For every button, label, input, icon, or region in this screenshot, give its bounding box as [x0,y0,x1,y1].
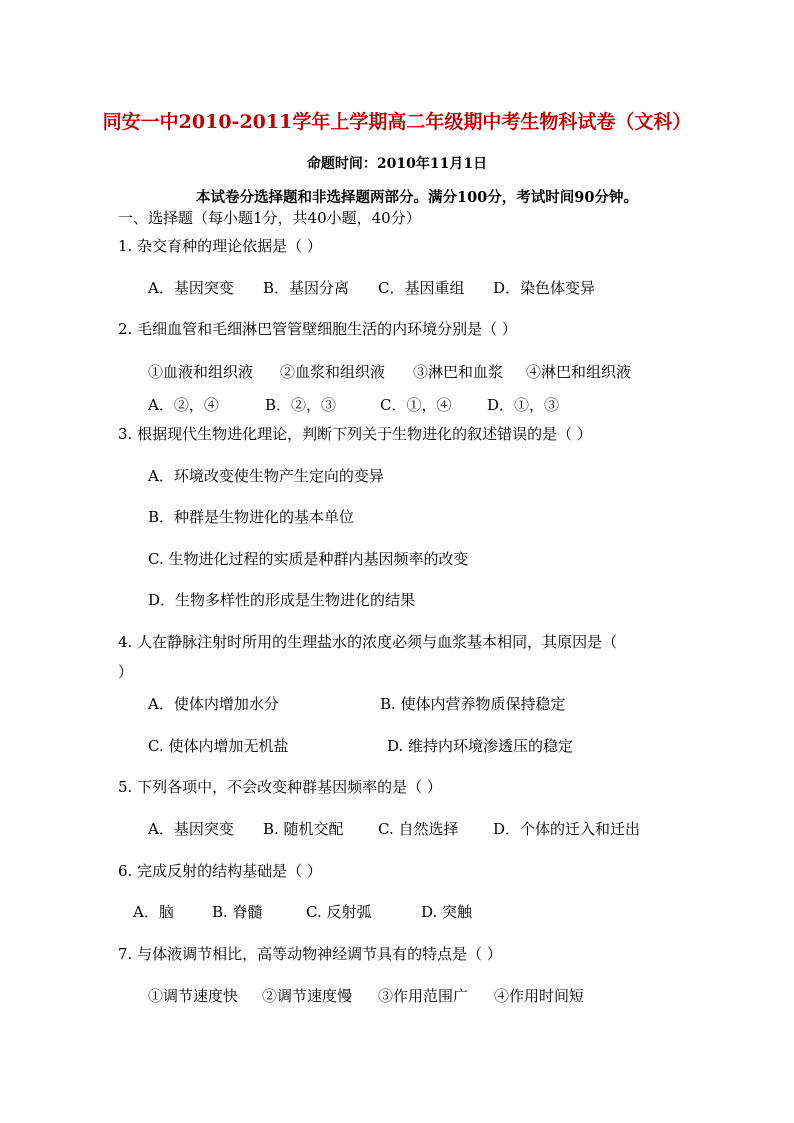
question-4-stem: 4. 人在静脉注射时所用的生理盐水的浓度必须与血浆基本相同，其原因是（ [118,633,618,651]
q4-option-a: A．使体内增加水分 [148,695,279,713]
q2-item-1: ①血液和组织液 [148,363,254,381]
exam-title: 同安一中2010-2011学年上学期高二年级期中考生物科试卷（文科） [102,111,692,133]
q6-option-d: D. 突触 [421,903,473,921]
q3-option-c: C. 生物进化过程的实质是种群内基因频率的改变 [148,550,469,568]
q4-option-c: C. 使体内增加无机盐 [148,737,289,755]
q7-item-1: ①调节速度快 [148,987,239,1005]
question-6-stem: 6. 完成反射的结构基础是（ ） [118,862,322,880]
q1-option-d: D．染色体变异 [493,279,596,297]
q5-option-a: A．基因突变 [148,820,234,838]
q3-option-d: D．生物多样性的形成是生物进化的结果 [148,591,416,609]
q2-option-d: D．①，③ [487,396,560,414]
q1-option-a: A．基因突变 [148,279,234,297]
q4-option-b: B. 使体内营养物质保持稳定 [380,695,566,713]
question-2-stem: 2. 毛细血管和毛细淋巴管管壁细胞生活的内环境分别是（ ） [118,320,517,338]
q2-item-2: ②血浆和组织液 [280,363,386,381]
q6-option-c: C. 反射弧 [306,903,372,921]
q5-option-d: D．个体的迁入和迁出 [493,820,641,838]
question-7-stem: 7. 与体液调节相比，高等动物神经调节具有的特点是（ ） [118,945,502,963]
q5-option-b: B. 随机交配 [263,820,344,838]
exam-intro: 本试卷分选择题和非选择题两部分。满分100分，考试时间90分钟。 [196,189,638,206]
exam-date: 命题时间：2010年11月1日 [306,156,488,172]
q4-option-d: D. 维持内环境渗透压的稳定 [387,737,574,755]
question-5-stem: 5. 下列各项中，不会改变种群基因频率的是（ ） [118,778,442,796]
q1-option-b: B．基因分离 [263,279,350,297]
q2-item-3: ③淋巴和血浆 [413,363,504,381]
question-4-stem-continued: ） [118,663,134,681]
q7-item-3: ③作用范围广 [378,987,469,1005]
q2-item-4: ④淋巴和组织液 [526,363,632,381]
q3-option-a: A．环境改变使生物产生定向的变异 [148,467,384,485]
question-3-stem: 3. 根据现代生物进化理论，判断下列关于生物进化的叙述错误的是（ ） [118,425,592,443]
question-1-stem: 1. 杂交育种的理论依据是（ ） [118,237,322,255]
q2-option-b: B．②，③ [265,396,337,414]
q6-option-a: A．脑 [133,903,174,921]
q5-option-c: C. 自然选择 [378,820,459,838]
q2-option-c: C．①，④ [380,396,452,414]
q7-item-2: ②调节速度慢 [262,987,353,1005]
q1-option-c: C．基因重组 [378,279,465,297]
q7-item-4: ④作用时间短 [494,987,585,1005]
q6-option-b: B. 脊髓 [212,903,263,921]
section-title: 一、选择题（每小题1分，共40小题，40分） [118,209,421,227]
q2-option-a: A．②，④ [148,396,219,414]
q3-option-b: B．种群是生物进化的基本单位 [148,508,355,526]
